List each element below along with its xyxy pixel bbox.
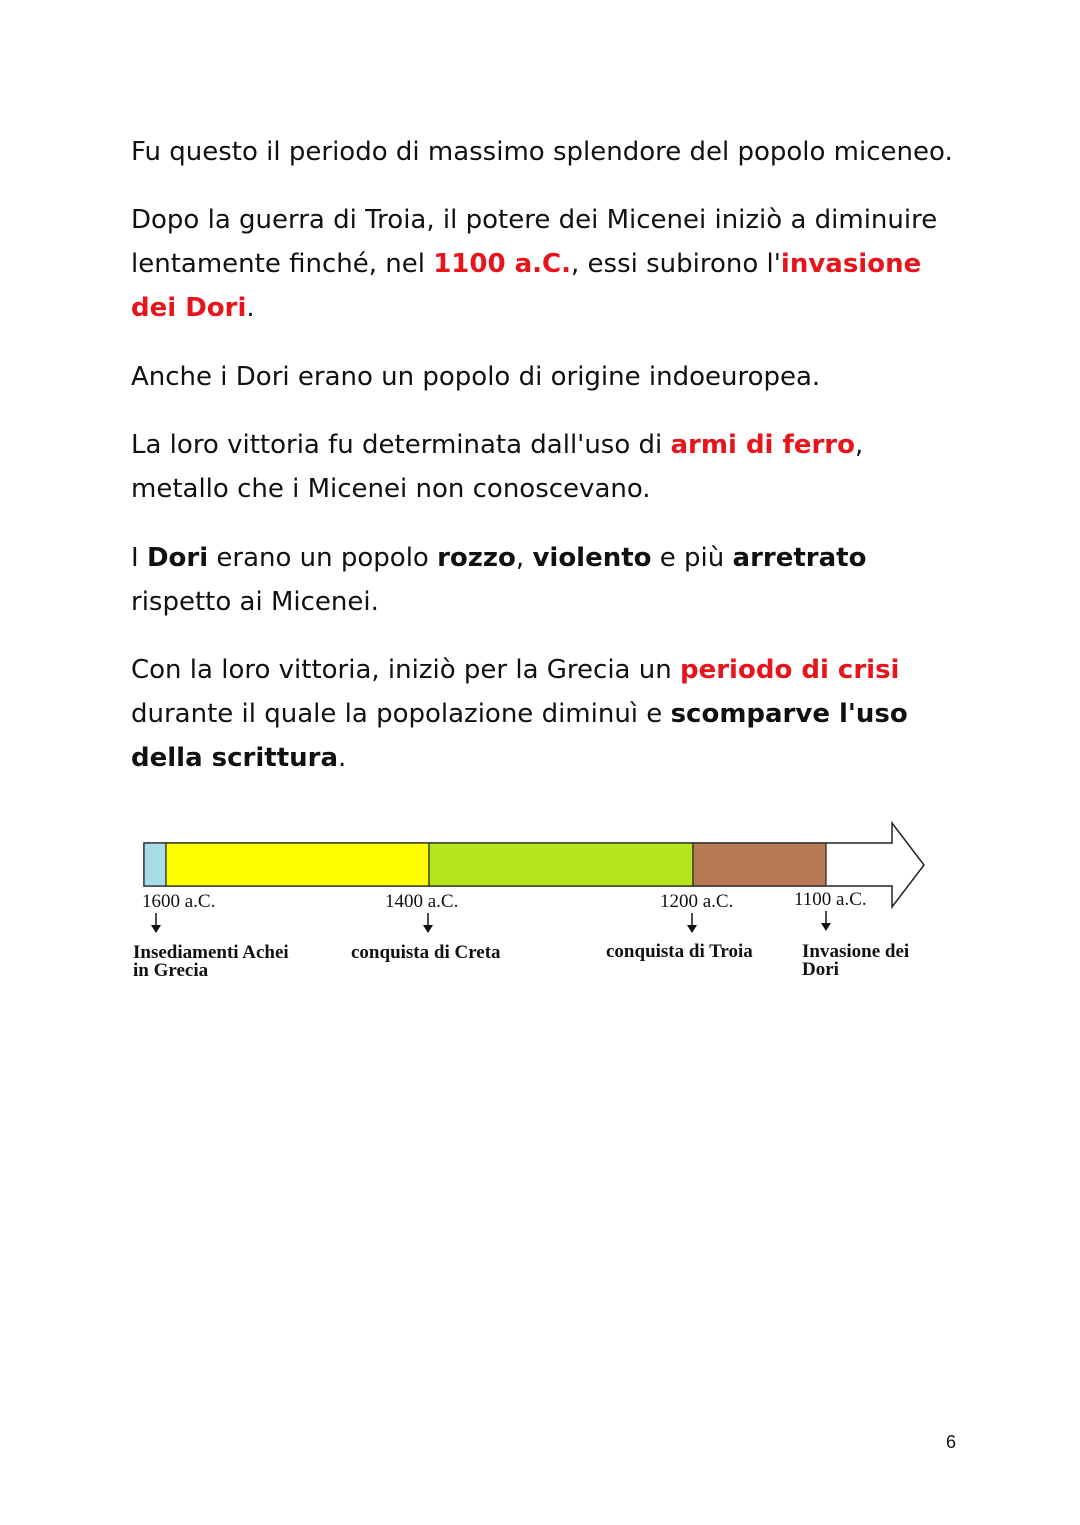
mark-date: 1600 a.C. (142, 891, 216, 912)
mark-event-line2: in Grecia (133, 960, 209, 981)
timeline-mark-1200 (606, 891, 753, 962)
mark-event-line1: Invasione dei (802, 941, 910, 962)
mark-event-line1: conquista di Troia (606, 941, 753, 962)
mark-date: 1100 a.C. (794, 889, 867, 910)
date-1100-highlight: 1100 a.C. (433, 249, 571, 279)
mark-event-line2: Dori (802, 959, 839, 980)
paragraph-2: Dopo la guerra di Troia, il potere dei Micenei iniziò a diminuire lentamente finché, nel 1100 a.C., essi subirono l'invasione dei Dori. (131, 205, 938, 323)
paragraph-1: Fu questo il periodo di massimo splendore del popolo miceneo. (131, 137, 953, 167)
paragraph-3: Anche i Dori erano un popolo di origine indoeuropea. (131, 362, 821, 392)
paragraph-5: I Dori erano un popolo rozzo, violento e più arretrato rispetto ai Micenei. (131, 543, 867, 617)
timeline-segment-2 (166, 843, 429, 886)
paragraph-6: Con la loro vittoria, iniziò per la Grecia un periodo di crisi durante il quale la popolazione diminuì e scomparve l'uso della scrittura. (131, 655, 908, 773)
down-arrow-icon (821, 923, 831, 931)
iron-weapons-highlight: armi di ferro (670, 430, 855, 460)
mark-event-line1: Insediamenti Achei (133, 942, 289, 963)
mark-date: 1400 a.C. (385, 891, 459, 912)
mark-event-line1: conquista di Creta (351, 942, 501, 963)
down-arrow-icon (687, 925, 697, 933)
crisis-highlight: periodo di crisi (679, 655, 900, 685)
down-arrow-icon (423, 925, 433, 933)
timeline-mark-1600 (133, 891, 289, 981)
mark-date: 1200 a.C. (660, 891, 734, 912)
timeline-segment-4 (693, 843, 826, 886)
timeline-segment-1 (144, 843, 166, 886)
down-arrow-icon (151, 925, 161, 933)
paragraph-4: La loro vittoria fu determinata dall'uso di armi di ferro, metallo che i Micenei non conoscevano. (131, 430, 864, 504)
timeline-mark-1400 (351, 891, 501, 963)
invasion-highlight: invasione dei Dori (131, 249, 922, 323)
page-number: 6 (945, 1432, 956, 1452)
timeline-segment-3 (429, 843, 693, 886)
timeline (0, 815, 1080, 1005)
